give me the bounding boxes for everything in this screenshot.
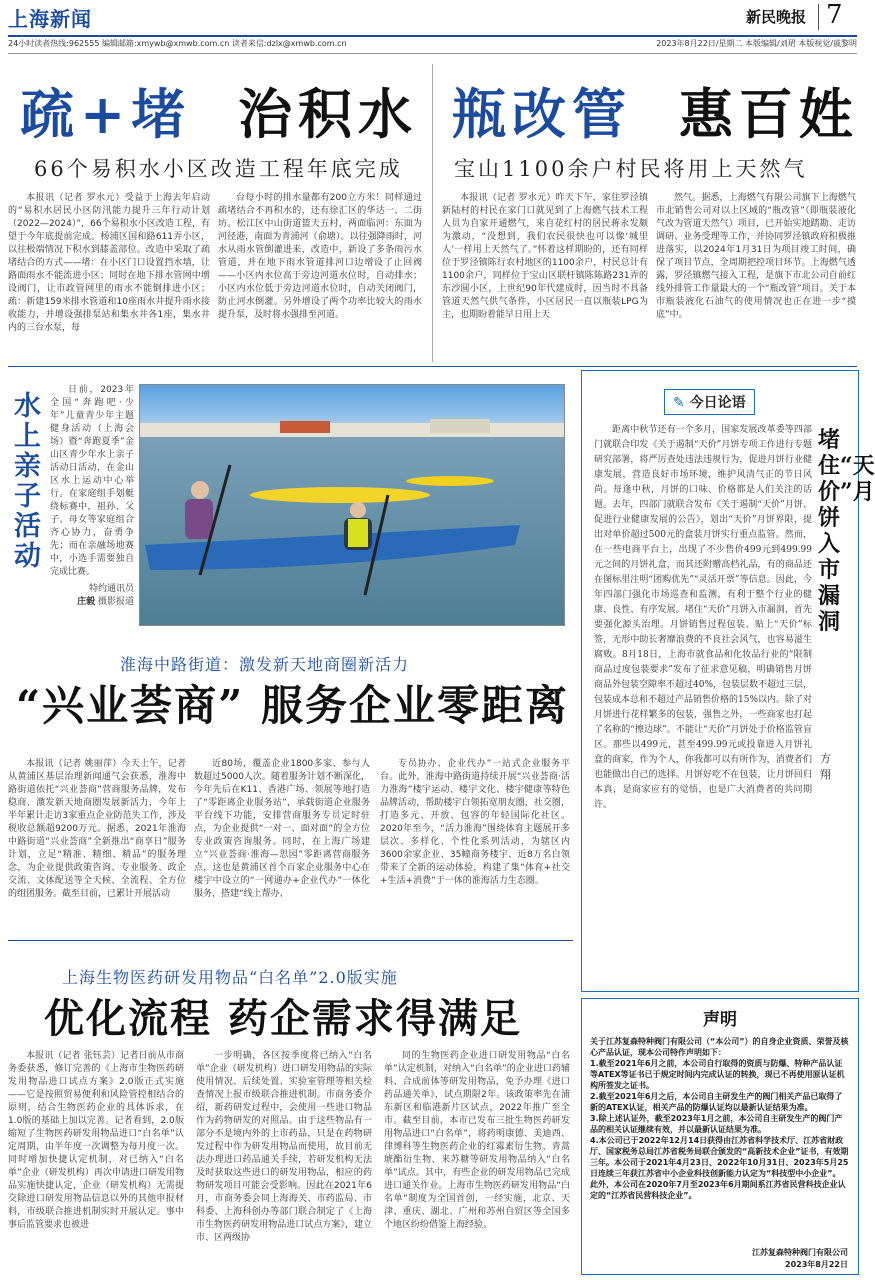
story2-headline-black: 惠百姓	[678, 82, 859, 146]
feather-icon: ✎	[673, 395, 685, 411]
statement-item: 4.本公司已于2022年12月14日获得由江苏省科学技术厅、江苏省财政厅、国家税务总局江苏省税务局联合颁发的“高新技术企业”证书，有效期三年。本公司于2021年4月23日、2022年10月31日、2023年5月25日连续三年获江苏省中小企业科技创新能力认定为“科技型中小企业”。	[590, 1136, 849, 1178]
photo-credit	[50, 583, 134, 609]
story4-column-3	[384, 1050, 570, 1276]
masthead-rule	[8, 35, 857, 37]
story4-text-2: 一步明确，各区按季度将已纳入“白名单”企业（研发机构）进口研发用物品的实际使用情况、后续处置、实验室管理等相关检查情况上报市级联合推进机制。市商务委介绍，新药研发过程中，会使用一些进口物品作为药物研发的对照品。由于这些物品有一部分不是境内外的上市药品，只是在药物研发过程中作为研发用物品而使用，故目前无法办理进口药品通关手续，若研发机构无法及时获取这些进口的研发用物品，相应的药物研发项目可能会受影响。因此在2021年6月，市商务委会同上海海关、市药监局、市科委、上海科创办等部门联合制定了《上海市生物医药研发用物品进口试点方案》，建立市、区两级协	[196, 1051, 372, 1243]
photo-story-heading: 水上亲子活动	[14, 391, 41, 572]
editorial-title: 堵住“天价”月饼入市漏洞	[818, 427, 875, 635]
statement-signature: 江苏复森特种阀门有限公司	[752, 1248, 848, 1257]
editorial-badge-label: 今日论语	[689, 395, 746, 411]
masthead-divider	[818, 4, 819, 30]
issue-info: 2023年8月22日/星期二 本版编辑/刘珺 本版视觉/戚黎明	[656, 39, 857, 48]
statement-title: 声明	[703, 1010, 737, 1030]
kayak-photo	[139, 384, 565, 626]
story2-text-1: 本报讯（记者 罗水元）昨天下午，家住罗泾镇新陆村的村民在家门口就见到了上海燃气技术工程人员为自家开通燃气，来自花红村的居民蒋永发颇为激动，“没想到，我们农民很快也可以像‘城里人’一样用上天然气了。”怀着这样期盼的，还有同样位于罗泾镇陈行农村地区的1100余户，村民总计有1100余户，同样位于宝山区联杆镇陈陈路231弄的东沙圆小区，上世纪90年代建成时，因当时不具备管道天然气供气条件，小区居民一直以瓶装LPG为主，也期盼着能早日用上天	[442, 193, 648, 320]
story1-text-1: 本报讯（记者 罗水元）受益于上海去年启动的“易积水居民小区防汛能力提升三年行动计划（2022—2024）”，66个易积水小区改造工程，有望于今年底提前完成。杨浦区国和路611弄小区，以往极端情况下积水到膝盖部位。改造中采取了疏堵结合的方式——堵：在小区门口设置挡水墙，让路面雨水不能流进小区；同时在地下排水管网中增设阀门，让市政管网里的雨水不能倒排进小区；疏：新建159米排水管道和10座雨水井提升雨水接收能力，并增设强排泵站和集水井各1座，集水井内的三台水泵，每	[8, 193, 210, 333]
kayak-photo-illustration	[140, 385, 564, 625]
info-rule	[8, 53, 857, 54]
story1-headline-black: 治积水	[238, 82, 419, 146]
story1-text-2: 台每小时的排水量都有200立方米！同样通过疏堵结合不再积水的，还有徐汇区的华达一、二街坊。松江区中山街道篮天五村，两面临河：东面为河径港，南面为青浦河（俞塘）。以往强降雨时，河水从雨水管倒灌进来，改造中，新设了多条雨污水管道，并在地下雨水管道排河口边增设了止回阀——小区内水位高于旁边河道水位时，自动排水；小区内水位低于旁边河道水位时，自动关闭阀门，防止河水倒灌。另外增设了两个功率比较大的雨水提升泵，及时将水强排至河道。	[218, 193, 422, 320]
story1-column-1	[8, 192, 210, 357]
statement-box	[581, 998, 859, 1275]
statement-item: 3.除上述认证外，截至2023年1月之前，本公司自主研发生产的阀门产品的相关认证继续有效，并以最新认证结果为准。	[590, 1114, 843, 1134]
photo-caption-text: 日前，2023年全国“奔跑吧·少年”儿童青少年主题健身活动（上海会场）暨“奔跑夏季”金山区青少年水上亲子活动日活动，在金山区水上运动中心举行。在家庭组手划艇绕标赛中，祖孙、父子、母女等家庭组合齐心协力，奋勇争先；而在亲融场地赛中，小选手需要独自完成比赛。	[50, 385, 134, 577]
story4-column-1	[8, 1050, 184, 1276]
credit-suffix: 摄影报道	[97, 597, 134, 607]
story4-kicker: 上海生物医药研发用物品“白名单”2.0版实施	[62, 968, 398, 987]
photo-caption	[50, 384, 134, 644]
contact-info: 24小时读者热线:962555 编辑邮箱:xmywb@xmwb.com.cn 读者来信:dzlx@xmwb.com.cn	[8, 39, 347, 48]
story3-text-1: 本报讯（记者 姚丽萍）今天上午，记者从黄浦区基层治理新闻通气会获悉，淮海中路街道依托“兴业荟商”营商服务品牌，发布稳商、激发新天地商圈发展新活力，今年上半年累计走访3家重点企业防范失工作，涉及税收总额超9200万元。据悉，2021年淮海中路街道“兴业荟商”全新推出“商享日”服务计划，立足“精准、精细、精品”的服务理念，为企业提供政策咨询、专业服务、政企交流、文体配送等全天候、全流程、全方位的组团服务。截至目前，已累计开展活动	[8, 759, 186, 899]
info-bar	[8, 38, 857, 52]
story1-subhead: 66个易积水小区改造工程年底完成	[34, 157, 403, 181]
story2-headline	[452, 84, 859, 144]
story1-column-2	[218, 192, 422, 357]
newspaper-name: 新民晚报	[746, 8, 807, 26]
story2-subhead: 宝山1100余户村民将用上天然气	[454, 157, 808, 181]
story2-column-2	[656, 192, 856, 357]
column-divider	[432, 64, 433, 362]
statement-item: 1.截至2021年6月之前，本公司自行取得的资质与防爆、特种产品认证等ATEX等证书已于规定时间内完成认证的转换，现已不再使用原认证机构所签发之证书。	[590, 1059, 845, 1090]
story3-column-3	[380, 758, 570, 936]
story1-headline-blue: 疏+堵	[20, 82, 192, 146]
page-number: 7	[826, 0, 843, 30]
statement-date: 2023年8月22日	[785, 1260, 848, 1269]
story4-headline: 优化流程 药企需求得满足	[44, 995, 522, 1042]
story2-column-1	[442, 192, 648, 357]
editorial-box	[581, 370, 875, 992]
section-title: 上海新闻	[8, 7, 92, 31]
story3-column-2	[194, 758, 370, 936]
statement-body	[590, 1036, 850, 1246]
story4-text-1: 本报讯（记者 张钰芸）记者日前从市商务委获悉，修订完善的《上海市生物医药研发用物品进口试点方案》2.0版正式实施——它是按照贸易便利和风险管控相结合的原则，结合生物医药企业的具体诉求，在1.0版的基础上加以完善。记者看到，2.0版缩短了生物医药研发用物品进口“白名单”认定周期，由半年度一次调整为每月度一次。同时增加快捷认定机制，对已纳入“白名单”企业（研发机构）再次申请进口研发用物品实施快捷认定，企业（研发机构）无需提交除进口研发用物品信息以外的其他申报材料，市级联合推进机制实时开展认定。事中事后监管要求也被进	[8, 1051, 184, 1230]
credit-role: 特约通讯员	[88, 584, 134, 594]
story3-column-1	[8, 758, 186, 936]
editorial-author: 方翔	[820, 752, 831, 781]
story3-kicker: 淮海中路街道：激发新天地商圈新活力	[120, 655, 410, 674]
credit-name: 庄毅	[77, 597, 96, 607]
section-rule	[8, 366, 857, 367]
story3-text-2: 近80场，覆盖企业1800多家、参与人数超过5000人次。随着服务计划不断深化，今年先后在K11、香港广场、领展等地打造了“零距离企业服务站”，承载街道企业服务平台线下功能，安排营商服务专员定时驻点，为企业提供“一对一、面对面”的全方位专业政策咨询服务。同时，在上海广场建立“兴业荟商·淮海—思园”零距离营商服务点，这也是黄浦区首个百家企业服务中心在楼宇中设立的“一网通办+企业代办”一体化服务，搭建“线上帮办、	[194, 759, 370, 899]
editorial-body: 距离中秋节还有一个多月，国家发展改革委等四部门就联合印发《关于遏制“天价”月饼专项工作进行专题研究部署，将严厉查处违法违规行为，促进月饼行业健康发展，营造良好市场环境，维护风清气正的节日风尚。每逢中秋，月饼的口味、价格都是人们关注的话题。去年，四部门就联合发布《关于遏制“天价”月饼、促进行业健康发展的公告》，划出“天价”月饼界限，提出对单价超过500元的盒装月饼实行重点监管。然而，在一些电商平台上，出现了不少售价499元到499.99元之间的月饼礼盒，而其还附赠高档礼品，有的商品还在图标里注明“团购优先”“灵活开票”等信息。因此，今年四部门强化市场巡查和监测，有利于整个行业的健康、良性、有序发展。堵住“天价”月饼入市漏洞，首先要强化源头治理。月饼销售过程包装、贴上“天价”标签，无形中助长奢靡浪费的不良社会风气，也容易滋生腐败。8月18日，上海市就食品和化妆品行业的“限制商品过度包装要求”发布了征求意见稿，明确销售月饼商品外包装空隙率不超过40%，包装层数不超过三层，包装成本总和不超过产品销售价格的15%以内。除了对月饼进行花样繁多的包装，强售之外，一些商家也打起了名称的“擦边球”。不能让“天价”月饼处于价格监管盲区。那些以499元，甚至499.99元或投靠进入月饼礼盒的商家，作为个人，你我都可以有所作为，消费者们也能做出自己的选择。月饼好吃不在包装，让月饼回归本真，是商家应有的觉悟，也是广大消费者的共同期许。	[594, 425, 813, 810]
story2-headline-blue: 瓶改管	[452, 82, 632, 146]
story2-text-2: 然气。据悉，上海燃气有限公司旗下上海燃气市北销售公司对以上区域的“瓶改管”（即瓶装液化气改为管道天然气）项目，已开始实地踏勘、走访调研、业务受理等工作，并协同罗泾镇政府积极推进落实，以2024年1月31日为项目竣工时间，确保了项目节点，全周期把控项目环节。上海燃气透露，罗泾镇燃气接入工程，是旗下市北公司自前红线外排管工作量最大的一个“瓶改管”项目。关于本市瓶装液化石油气的使用情况也正在进一步“摸底”中。	[656, 193, 856, 320]
editorial-text	[594, 423, 812, 983]
story4-column-2	[196, 1050, 372, 1276]
story3-text-3: 专员协办、企业代办”一站式企业服务平台。此外，淮海中路街道持续开展“兴业荟商·活力淮海”楼宇运动、楼宇文化、楼宇健康等特色品牌活动，帮助楼宇白领拓宽朋友圈，社交圈，打造多元、开放、包容的年轻国际化社区。2020年至今，“活力淮海”围绕体育主题展开多层次、多样化、个性化系列活动，为辖区内3600余家企业、35幢商务楼宇、近8万名白领带来了全新的运动体验，构建了集“体育+社交+生活+消费”于一体的淮海活力生态圈。	[380, 759, 570, 886]
statement-intro: 关于江苏复森特种阀门有限公司（“本公司”）的自身企业资质、荣誉及核心产品认证，现本公司特作声明如下：	[590, 1037, 849, 1057]
editorial-badge	[664, 389, 755, 415]
statement-item: 此外，本公司在2020年7月至2023年6月期间系江苏省民营科技企业认定的“江苏省民营科技企业”。	[590, 1180, 846, 1200]
story4-text-3: 同的生物医药企业进口研发用物品“白名单”认定机制，对纳入“白名单”的企业进口药辅料、合成前体等研发用物品，免予办理《进口药品通关单》，试点期限2年。该政策率先在浦东新区和临港新片区试点，2022年推广至全市。截至目前，本市已发布三批生物医药研发用物品进口“白名单”，将药明康德、美迪西、律博科等生物医药企业的红霉素衍生物、青蒿琥酯衍生物、来苏糖等研发用物品纳入“白名单”试点。其中，有些企业的研发用物品已完成进口通关作业。上海市生物医药研发用物品“白名单”制度为全国首创，一经实施，北京、天津、重庆、湖北、广州和苏州自贸区等全国多个地区纷纷借鉴上海经验。	[384, 1051, 570, 1230]
section-rule-2	[8, 940, 573, 941]
story1-headline	[20, 84, 418, 144]
story3-headline: “兴业荟商” 服务企业零距离	[16, 681, 569, 730]
statement-item: 2.截至2021年6月之后，本公司自主研发生产的阀门相关产品已取得了新的ATEX认证，相关产品的防爆认证均以最新认证结果为准。	[590, 1092, 843, 1112]
